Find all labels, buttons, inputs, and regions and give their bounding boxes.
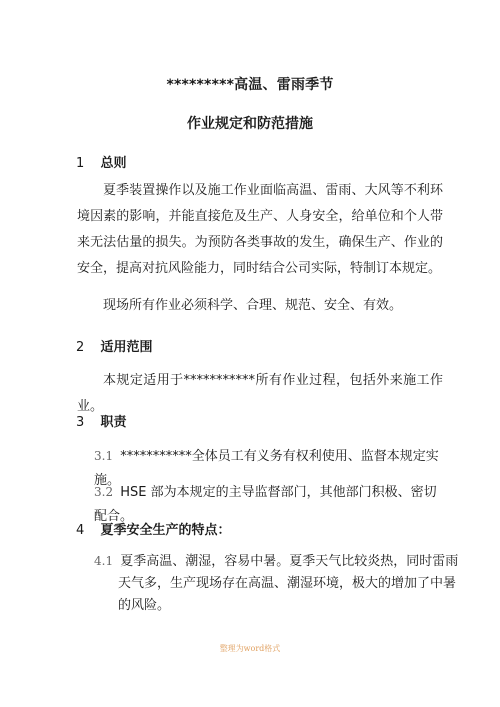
section-2-title: 适用范围 xyxy=(100,340,153,355)
section-1-number: 1 xyxy=(76,156,85,171)
section-4-heading xyxy=(76,519,231,538)
section-3-heading xyxy=(76,411,127,430)
document-title-line1: *********高温、雷雨季节 xyxy=(166,77,334,93)
section-3-item-2-number: 3.2 xyxy=(94,485,114,499)
section-4-number: 4 xyxy=(76,523,85,538)
section-4-item-1-number: 4.1 xyxy=(94,554,114,568)
section-2-paragraph-1: 本规定适用于***********所有作业过程，包括外来施工作业。 xyxy=(77,373,443,414)
section-2-heading xyxy=(76,336,153,355)
page-footer: 整理为word格式 xyxy=(219,644,281,653)
section-4-title: 夏季安全生产的特点： xyxy=(100,523,231,538)
section-3-number: 3 xyxy=(76,415,85,430)
document-title-line2: 作业规定和防范措施 xyxy=(187,116,313,132)
section-1-title: 总则 xyxy=(100,156,127,171)
section-2-number: 2 xyxy=(76,340,85,355)
section-1-paragraph-1: 夏季装置操作以及施工作业面临高温、雷雨、大风等不利环境因素的影响，并能直接危及生产、人身安全，给单位和个人带来无法估量的损失。为预防各类事故的发生，确保生产、作业的安全，提高对抗风险能力，同时结合公司实际，特制订本规定。 xyxy=(77,183,443,276)
section-3-item-1-text: ***********全体员工有义务有权利使用、监督本规定实施。 xyxy=(94,449,439,488)
section-3-title: 职责 xyxy=(100,415,127,430)
section-1-paragraph-2: 现场所有作业必须科学、合理、规范、安全、有效。 xyxy=(103,298,403,313)
section-4-item-1 xyxy=(94,550,463,617)
section-3-item-2-text: HSE 部为本规定的主导监督部门，其他部门积极、密切配合。 xyxy=(94,485,437,524)
section-1-heading xyxy=(76,152,127,171)
section-4-item-1-text: 夏季高温、潮湿，容易中暑。夏季天气比较炎热，同时雷雨天气多，生产现场存在高温、潮湿环境，极大的增加了中暑的风险。 xyxy=(118,554,459,613)
section-3-item-1-number: 3.1 xyxy=(94,449,114,463)
